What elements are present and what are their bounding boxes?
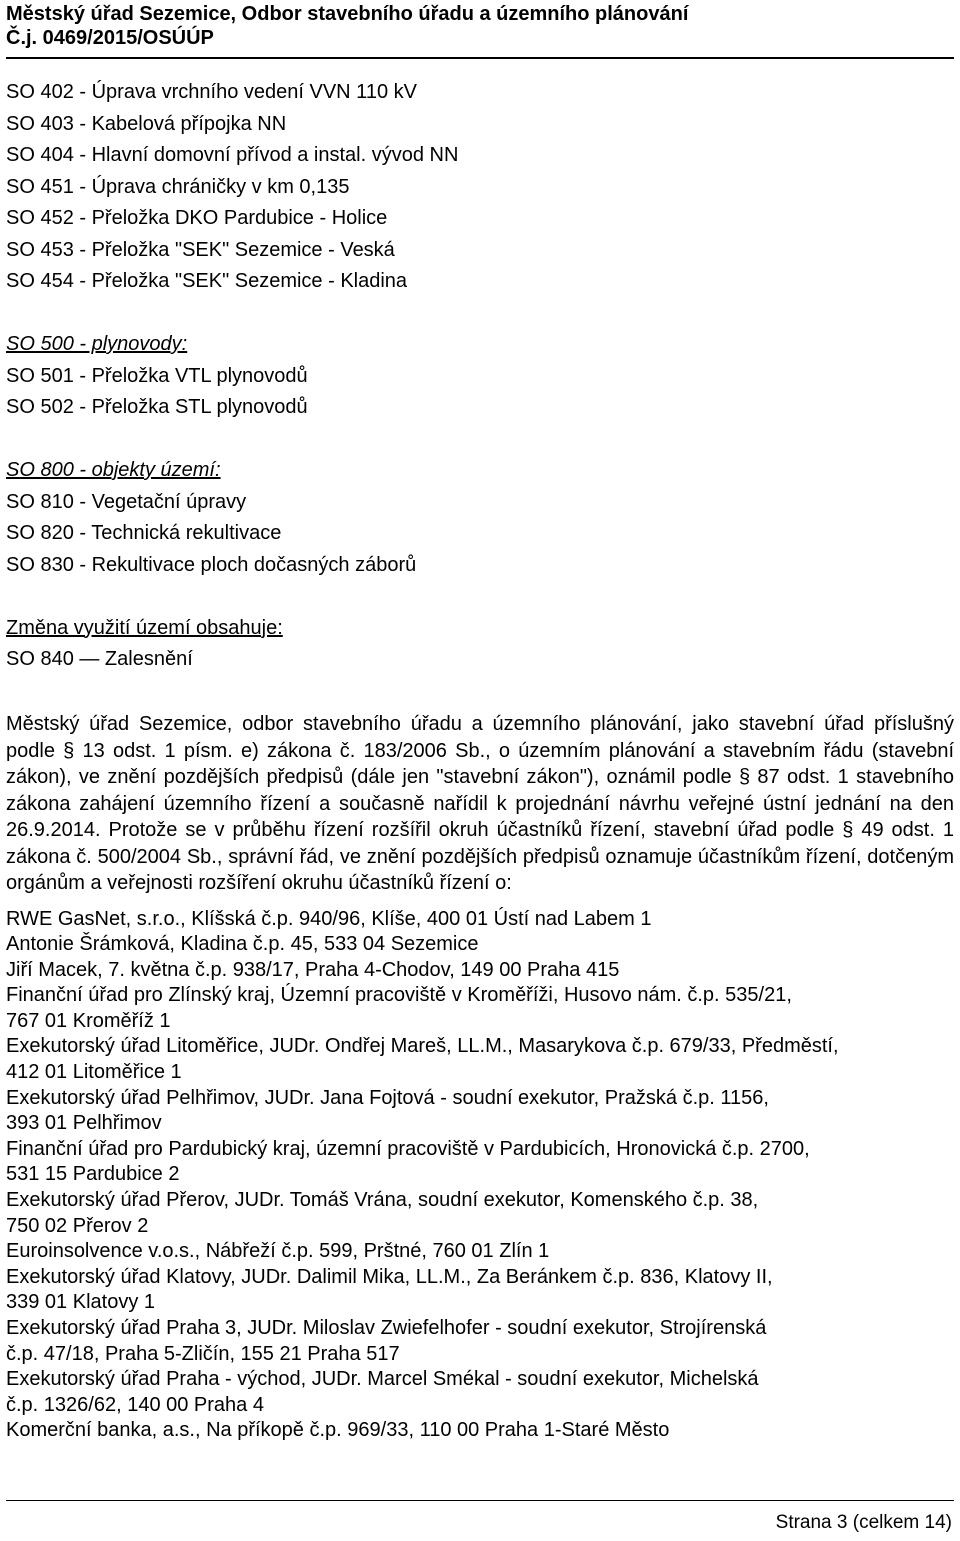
list-item: SO 820 - Technická rekultivace (6, 522, 282, 544)
list-item: SO 810 - Vegetační úpravy (6, 490, 247, 513)
participant-line: 767 01 Kroměříž 1 (6, 1009, 171, 1032)
list-item: SO 830 - Rekultivace ploch dočasných záborů (6, 553, 417, 576)
list-item: SO 840 — Zalesnění (6, 648, 193, 670)
participant-line: č.p. 47/18, Praha 5-Zličín, 155 21 Praha 517 (6, 1342, 400, 1365)
participant-line: 339 01 Klatovy 1 (6, 1291, 155, 1314)
list-item: SO 501 - Přeložka VTL plynovodů (6, 364, 308, 387)
section-800 (6, 455, 954, 581)
objects-400-list (6, 77, 954, 298)
header-reference-number: Č.j. 0469/2015/OSÚÚP (6, 27, 214, 49)
section-500-heading: SO 500 - plynovody: (6, 333, 188, 355)
participant-line: Exekutorský úřad Praha 3, JUDr. Miloslav Zwiefelhofer - soudní exekutor, Strojírenská (6, 1317, 767, 1339)
land-use-heading: Změna využití území obsahuje: (6, 616, 283, 639)
participant-line: 412 01 Litoměřice 1 (6, 1061, 182, 1084)
participant-line: 393 01 Pelhřimov (6, 1112, 162, 1135)
notice-paragraph: Městský úřad Sezemice, odbor stavebního úřadu a územního plánování, jako stavební úřad příslušný podle § 13 odst. 1 písm. e) zákona č. 183/2006 Sb., o územním plánování a stavebním řádu (stavební zákon), ve znění pozdějších předpisů (dále jen "stavební zákon"), oznámil podle § 87 odst. 1 stavebního zákona zahájení územního řízení a současně nařídil k projednání návrhu veřejné ústní jednání na den 26.9.2014. Protože se v průběhu řízení rozšířil okruh účastníků řízení, stavební úřad podle § 49 odst. 1 zákona č. 500/2004 Sb., správní řád, ve znění pozdějších předpisů oznamuje účastníkům řízení, dotčeným orgánům a veřejnosti rozšíření okruhu účastníků řízení o: (6, 713, 954, 894)
land-use-section (6, 613, 954, 676)
participant-line: Jiří Macek, 7. května č.p. 938/17, Praha 4-Chodov, 149 00 Praha 415 (6, 958, 620, 981)
list-item: SO 453 - Přeložka "SEK" Sezemice - Veská (6, 238, 395, 261)
list-item: SO 403 - Kabelová přípojka NN (6, 112, 287, 135)
participant-line: Antonie Šrámková, Kladina č.p. 45, 533 04 Sezemice (6, 933, 479, 956)
list-item: SO 402 - Úprava vrchního vedení VVN 110 kV (6, 81, 417, 103)
list-item: SO 404 - Hlavní domovní přívod a instal. vývod NN (6, 144, 459, 166)
participant-line: Exekutorský úřad Přerov, JUDr. Tomáš Vrána, soudní exekutor, Komenského č.p. 38, (6, 1189, 759, 1212)
section-500 (6, 329, 954, 424)
participant-line: č.p. 1326/62, 140 00 Praha 4 (6, 1393, 264, 1416)
footer-divider (6, 1500, 954, 1501)
participant-line: RWE GasNet, s.r.o., Klíšská č.p. 940/96, Klíše, 400 01 Ústí nad Labem 1 (6, 907, 652, 930)
participant-line: 531 15 Pardubice 2 (6, 1163, 180, 1186)
document-body (6, 77, 954, 1444)
participant-line: Exekutorský úřad Pelhřimov, JUDr. Jana Fojtová - soudní exekutor, Pražská č.p. 1156, (6, 1086, 769, 1109)
participant-line: Finanční úřad pro Zlínský kraj, Územní pracoviště v Kroměříži, Husovo nám. č.p. 535/21, (6, 984, 792, 1007)
header-divider (6, 57, 954, 59)
list-item: SO 502 - Přeložka STL plynovodů (6, 396, 308, 418)
list-item: SO 452 - Přeložka DKO Pardubice - Holice (6, 207, 388, 229)
participant-line: Exekutorský úřad Praha - východ, JUDr. Marcel Smékal - soudní exekutor, Michelská (6, 1368, 759, 1391)
list-item: SO 451 - Úprava chráničky v km 0,135 (6, 175, 350, 198)
participant-line: Euroinsolvence v.o.s., Nábřeží č.p. 599, Prštné, 760 01 Zlín 1 (6, 1240, 550, 1263)
header-title: Městský úřad Sezemice, Odbor stavebního úřadu a územního plánování (6, 3, 689, 25)
participant-line: Exekutorský úřad Litoměřice, JUDr. Ondřej Mareš, LL.M., Masarykova č.p. 679/33, Předměstí, (6, 1035, 839, 1058)
page-number: Strana 3 (celkem 14) (775, 1512, 952, 1533)
page-header (6, 2, 954, 50)
participants-list (6, 907, 954, 1444)
participant-line: 750 02 Přerov 2 (6, 1214, 149, 1237)
section-800-heading: SO 800 - objekty území: (6, 459, 221, 481)
list-item: SO 454 - Přeložka "SEK" Sezemice - Kladina (6, 270, 408, 292)
participant-line: Komerční banka, a.s., Na příkopě č.p. 969/33, 110 00 Praha 1-Staré Město (6, 1419, 670, 1442)
participant-line: Finanční úřad pro Pardubický kraj, územní pracoviště v Pardubicích, Hronovická č.p. 2700, (6, 1137, 810, 1160)
participant-line: Exekutorský úřad Klatovy, JUDr. Dalimil Mika, LL.M., Za Beránkem č.p. 836, Klatovy II, (6, 1265, 773, 1288)
